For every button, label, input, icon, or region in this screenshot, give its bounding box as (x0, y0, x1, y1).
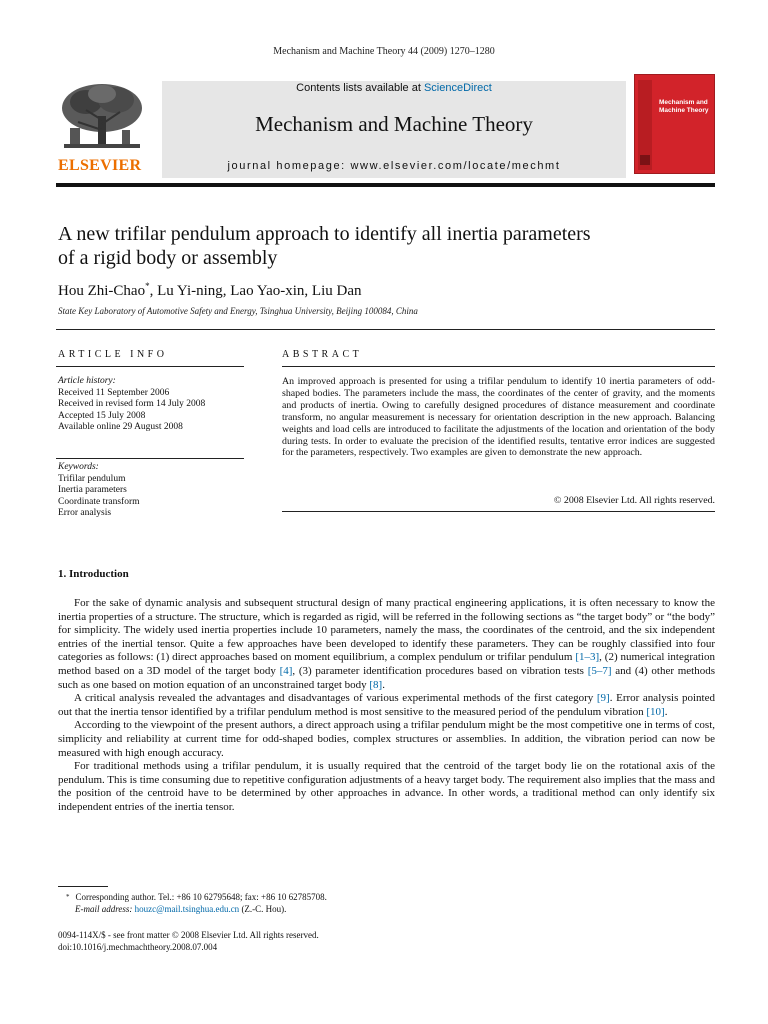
citation-link[interactable]: [10] (646, 705, 665, 718)
footnote-contact: Corresponding author. Tel.: +86 10 62795648; fax: +86 10 62785708. (75, 892, 327, 902)
author-list (58, 281, 362, 300)
paper-title (58, 222, 718, 270)
cover-title (659, 99, 708, 115)
contents-prefix: Contents lists available at (296, 82, 424, 94)
citation-link[interactable]: [8] (369, 678, 383, 691)
journal-homepage[interactable]: journal homepage: www.elsevier.com/locate/mechmt (227, 160, 561, 172)
email-suffix: (Z.-C. Hou). (239, 904, 287, 914)
running-head: Mechanism and Machine Theory 44 (2009) 1270–1280 (273, 46, 495, 57)
text-run: . Error analysis pointed out that the inertia tensor identified by a trifilar pendulum method is most sensitive to the measured period of the pendulum vibration (58, 692, 715, 718)
history-label: Article history: (58, 376, 116, 386)
abstract-text: An improved approach is presented for using a trifilar pendulum to identify 10 inertia parameters of odd-shaped bodies. The parameters include the mass, the coordinates of the center of gravity, and the moments and products of inertia. Owing to carefully designed procedures of distance measurement and coordinate transform, no angular measurement is necessary for orientation description in the new approach. Balancing weights and load cells are introduced to facilitate the adjustments of the location and orientation of the body during tests. In order to evaluate the precision of the identified results, tentative error indices are suggested for the parameters, respectively. Two examples are given to demonstrate the new approach. (282, 376, 715, 459)
journal-banner (162, 81, 626, 178)
abstract-rule (282, 366, 715, 367)
text-run: , (3) parameter identification procedures based on vibration tests (292, 664, 588, 677)
citation-link[interactable]: [1–3] (575, 651, 600, 664)
text-run: For the sake of dynamic analysis and subsequent structural design of many practical engineering applications, it is often necessary to know the inertia properties of a structure. The structure, which is regarded as rigid, will be referred in the following sections as “the target body” or “the body” for simplicity. The widely used inertia properties include 10 parameters, namely the mass, the coordinates of the centroid, and the six independent entries of the inertial tensor. Quite a few approaches have been developed to identify these parameters. They can be roughly classified into four categories as follows: (1) direct approaches based on moment equilibrium, a complex pendulum or trifilar pendulum (58, 597, 715, 664)
email-label: E-mail address: (75, 904, 133, 914)
corresponding-mark[interactable]: * (145, 281, 150, 291)
introduction-body (58, 597, 715, 815)
history-item: Received in revised form 14 July 2008 (58, 399, 206, 410)
paragraph (58, 597, 715, 692)
paragraph: According to the viewpoint of the present authors, a direct approach using a trifilar pendulum might be the most competitive one in terms of cost, simplicity and reliability at current time for odd-shaped bodies, complex structures or assemblies. In addition, the vibration period can now be measured with high enough accuracy. (58, 719, 715, 759)
keyword-item: Coordinate transform (58, 496, 140, 507)
citation-link[interactable]: [5–7] (587, 664, 612, 677)
citation-link[interactable]: [9] (596, 692, 610, 705)
abstract-copyright: © 2008 Elsevier Ltd. All rights reserved. (553, 495, 715, 506)
paragraph (58, 692, 715, 719)
publisher-wordmark: ELSEVIER (58, 157, 142, 174)
keywords-rule (56, 458, 244, 459)
section-divider (56, 329, 715, 330)
text-run: . (382, 678, 385, 691)
author-1[interactable]: Hou Zhi-Chao (58, 283, 146, 299)
cover-title-line2: Machine Theory (659, 107, 709, 114)
history-item: Received 11 September 2006 (58, 387, 170, 398)
cover-title-line1: Mechanism and (659, 99, 708, 106)
issn-line: 0094-114X/$ - see front matter © 2008 Elsevier Ltd. All rights reserved. (58, 930, 319, 940)
article-info-heading: ARTICLE INFO (58, 349, 168, 360)
keyword-item: Trifilar pendulum (58, 473, 126, 484)
abstract-bottom-rule (282, 511, 715, 512)
journal-title: Mechanism and Machine Theory (255, 112, 533, 136)
journal-cover-thumbnail (634, 74, 715, 174)
article-meta (58, 929, 319, 953)
keywords-label: Keywords: (58, 462, 99, 472)
other-authors: , Lu Yi-ning, Lao Yao-xin, Liu Dan (149, 283, 362, 299)
footnote (58, 891, 327, 915)
keyword-item: Error analysis (58, 508, 112, 519)
tree-icon (56, 80, 148, 156)
history-item: Available online 29 August 2008 (58, 422, 183, 433)
text-run: , (2) numerical integration method based on a 3D model of the target body (58, 651, 715, 677)
paragraph: For traditional methods using a trifilar pendulum, it is usually required that the centroid of the target body lie on the rotational axis of the pendulum. This is time consuming due to repetitive configuration adjustments of a heavy target body. The requirement also implies that the mass and the position of the centroid have to be determined by other approaches in advance. In other words, a traditional method can only identify six independent entries of the inertia tensor. (58, 760, 715, 813)
doi-line[interactable]: doi:10.1016/j.mechmachtheory.2008.07.004 (58, 942, 218, 952)
section-heading-introduction: 1. Introduction (58, 568, 129, 580)
history-item: Accepted 15 July 2008 (58, 410, 146, 421)
affiliation: State Key Laboratory of Automotive Safety and Energy, Tsinghua University, Beijing 100084, China (58, 306, 418, 316)
contents-availability (162, 82, 626, 94)
citation-link[interactable]: [4] (279, 664, 293, 677)
abstract-heading: ABSTRACT (282, 349, 363, 360)
cover-logo-mark (640, 155, 650, 165)
text-run: A critical analysis revealed the advantages and disadvantages of various experimental methods of the first category (74, 692, 597, 705)
paper-title-line2: of a rigid body or assembly (58, 247, 278, 269)
article-info-rule (56, 366, 244, 367)
footnote-email-line (58, 903, 327, 915)
article-history (58, 376, 205, 434)
footnote-rule (58, 886, 108, 887)
sciencedirect-link[interactable]: ScienceDirect (423, 82, 492, 94)
header-rule (56, 183, 715, 187)
text-run: and (4) other methods such as one based on motion equation of an unconstrained target body (58, 664, 716, 691)
keyword-item: Inertia parameters (58, 485, 127, 496)
text-run: . (664, 705, 668, 718)
keywords (58, 462, 140, 520)
footnote-mark: * (66, 893, 70, 901)
footnote-line (58, 891, 327, 903)
paper-title-line1: A new trifilar pendulum approach to identify all inertia parameters (58, 223, 591, 245)
email-link[interactable]: houzc@mail.tsinghua.edu.cn (134, 904, 240, 914)
